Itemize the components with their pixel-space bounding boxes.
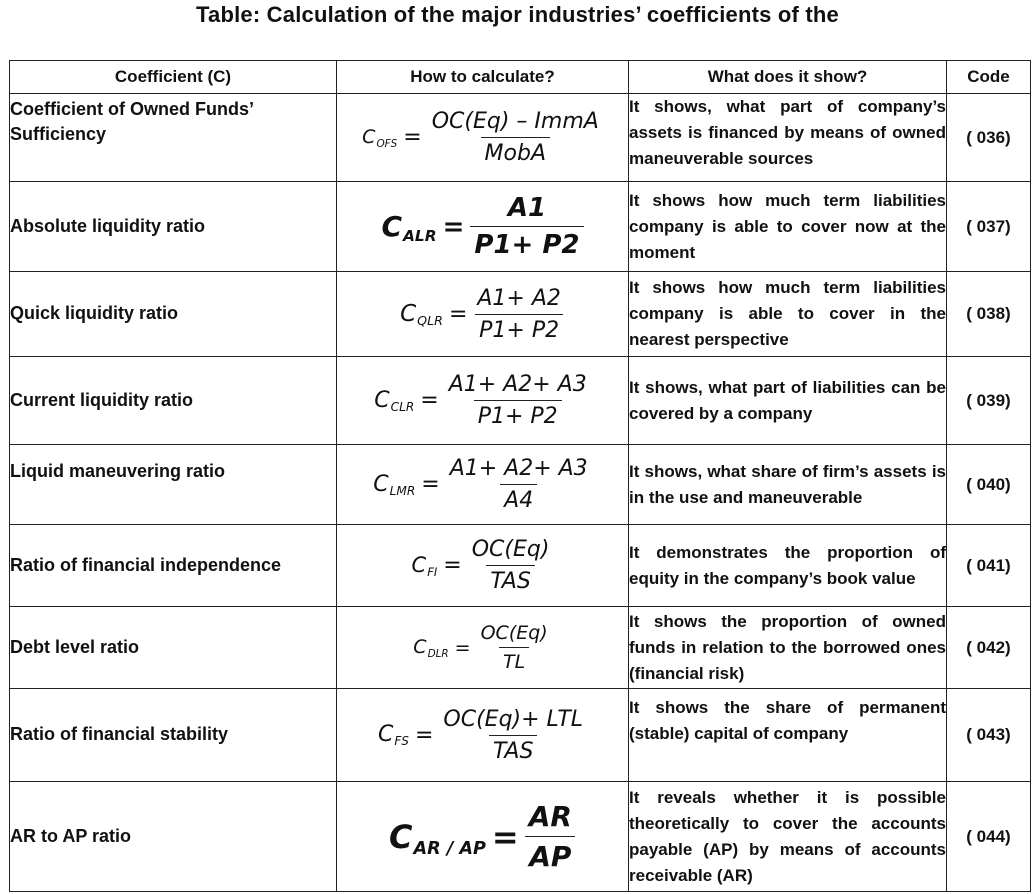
table-row: [10, 607, 1031, 689]
coefficient-name: Liquid maneuvering ratio: [10, 445, 337, 525]
formula: [337, 689, 629, 782]
denominator: TL: [499, 647, 529, 673]
denominator: P1+ P2: [470, 226, 583, 260]
code: ( 044): [947, 782, 1031, 892]
fraction: [446, 456, 592, 513]
formula-equation: [381, 193, 583, 260]
fraction: [428, 109, 603, 166]
formula: [337, 607, 629, 689]
code: ( 038): [947, 272, 1031, 357]
equals-sign: =: [448, 301, 468, 327]
formula-lhs: C: [373, 471, 389, 497]
denominator: AP: [525, 836, 575, 873]
code: ( 039): [947, 357, 1031, 445]
code: ( 037): [947, 182, 1031, 272]
formula-equation: [378, 707, 587, 764]
numerator: A1: [507, 193, 547, 223]
formula-subscript: ALR: [403, 226, 437, 245]
formula-equation: [362, 109, 603, 166]
formula-equation: [374, 372, 590, 429]
formula-lhs: C: [389, 817, 413, 856]
denominator: A4: [500, 484, 537, 513]
description: It shows the share of permanent (stable) capital of company: [629, 689, 947, 782]
table-title: Table: Calculation of the major industries’ coefficients of the: [196, 2, 839, 27]
description: It reveals whether it is possible theoretically to cover the accounts payable (AP) by means of accounts receivable (AR): [629, 782, 947, 892]
formula-equation: [389, 800, 576, 873]
numerator: OC(Eq) – ImmA: [431, 109, 599, 134]
formula-equation: [412, 537, 554, 594]
equals-sign: =: [443, 553, 462, 578]
formula-lhs: C: [411, 553, 427, 577]
equals-sign: =: [420, 388, 439, 413]
description: It shows, what part of liabilities can be covered by a company: [629, 357, 947, 445]
formula-lhs: C: [377, 722, 394, 747]
coefficient-name: Ratio of financial stability: [10, 689, 337, 782]
coefficient-name: Coefficient of Owned Funds’ Sufficiency: [10, 94, 337, 182]
formula: [337, 272, 629, 357]
formula-equation: [413, 622, 551, 673]
header-coefficient: Coefficient (C): [10, 61, 337, 94]
description: It shows the proportion of owned funds in relation to the borrowed ones (financial risk): [629, 607, 947, 689]
header-what-does-it-show: What does it show?: [629, 61, 947, 94]
header-code: Code: [947, 61, 1031, 94]
formula: [337, 357, 629, 445]
numerator: OC(Eq): [480, 622, 548, 644]
table-row: [10, 94, 1031, 182]
coefficient-name: Current liquidity ratio: [10, 357, 337, 445]
denominator: MobA: [481, 137, 550, 166]
equals-sign: =: [491, 817, 519, 856]
coefficient-name: AR to AP ratio: [10, 782, 337, 892]
denominator: P1+ P2: [475, 314, 563, 343]
code: ( 036): [947, 94, 1031, 182]
table-row: [10, 445, 1031, 525]
fraction: [473, 286, 565, 343]
formula-equation: [373, 456, 591, 513]
description: It shows how much term liabilities company is able to cover in the nearest perspective: [629, 272, 947, 357]
coefficient-name: Debt level ratio: [10, 607, 337, 689]
numerator: A1+ A2+ A3: [448, 372, 587, 397]
numerator: OC(Eq): [471, 537, 550, 562]
denominator: TAS: [486, 565, 534, 594]
code: ( 041): [947, 525, 1031, 607]
formula-lhs: C: [374, 387, 390, 413]
denominator: P1+ P2: [474, 400, 562, 429]
table-row: [10, 689, 1031, 782]
fraction: [468, 537, 554, 594]
description: It shows, what part of company’s assets is financed by means of owned maneuverable sources: [629, 94, 947, 182]
formula-subscript: LMR: [389, 483, 416, 498]
table-row: [10, 525, 1031, 607]
equals-sign: =: [454, 636, 471, 659]
denominator: TAS: [489, 735, 537, 764]
coefficients-table: [9, 60, 1031, 892]
table-row: [10, 357, 1031, 445]
numerator: OC(Eq)+ LTL: [443, 706, 584, 732]
coefficient-name: Absolute liquidity ratio: [10, 182, 337, 272]
formula-subscript: DLR: [427, 647, 449, 660]
fraction: [525, 800, 576, 873]
formula-subscript: QLR: [417, 312, 443, 328]
table-row: [10, 182, 1031, 272]
equals-sign: =: [403, 125, 422, 150]
fraction: [439, 707, 587, 764]
header-how-to-calculate: How to calculate?: [337, 61, 629, 94]
table-row: [10, 272, 1031, 357]
description: It shows, what share of firm’s assets is in the use and maneuverable: [629, 445, 947, 525]
formula: [337, 525, 629, 607]
equals-sign: =: [442, 211, 465, 242]
formula-lhs: C: [413, 636, 427, 658]
code: ( 042): [947, 607, 1031, 689]
formula: [337, 445, 629, 525]
table-row: [10, 782, 1031, 892]
formula: [337, 782, 629, 892]
formula-subscript: FI: [427, 565, 438, 580]
formula-subscript: CLR: [390, 399, 415, 414]
coefficient-name: Ratio of financial independence: [10, 525, 337, 607]
fraction: [445, 372, 591, 429]
description: It demonstrates the proportion of equity in the company’s book value: [629, 525, 947, 607]
code: ( 043): [947, 689, 1031, 782]
numerator: A1+ A2: [477, 285, 561, 311]
coefficient-name: Quick liquidity ratio: [10, 272, 337, 357]
fraction: [477, 622, 552, 673]
formula-lhs: C: [362, 126, 376, 148]
formula-equation: [400, 286, 565, 343]
fraction: [470, 193, 583, 260]
formula-lhs: C: [400, 300, 417, 327]
formula-subscript: OFS: [376, 137, 398, 150]
formula-lhs: C: [381, 209, 403, 243]
formula-subscript: AR / AP: [413, 838, 486, 859]
code: ( 040): [947, 445, 1031, 525]
equals-sign: =: [421, 472, 440, 497]
header-row: [10, 61, 1031, 94]
equals-sign: =: [414, 722, 434, 748]
description: It shows how much term liabilities company is able to cover now at the moment: [629, 182, 947, 272]
numerator: AR: [528, 800, 572, 833]
formula: [337, 182, 629, 272]
numerator: A1+ A2+ A3: [449, 456, 588, 481]
formula: [337, 94, 629, 182]
formula-subscript: FS: [394, 734, 409, 749]
